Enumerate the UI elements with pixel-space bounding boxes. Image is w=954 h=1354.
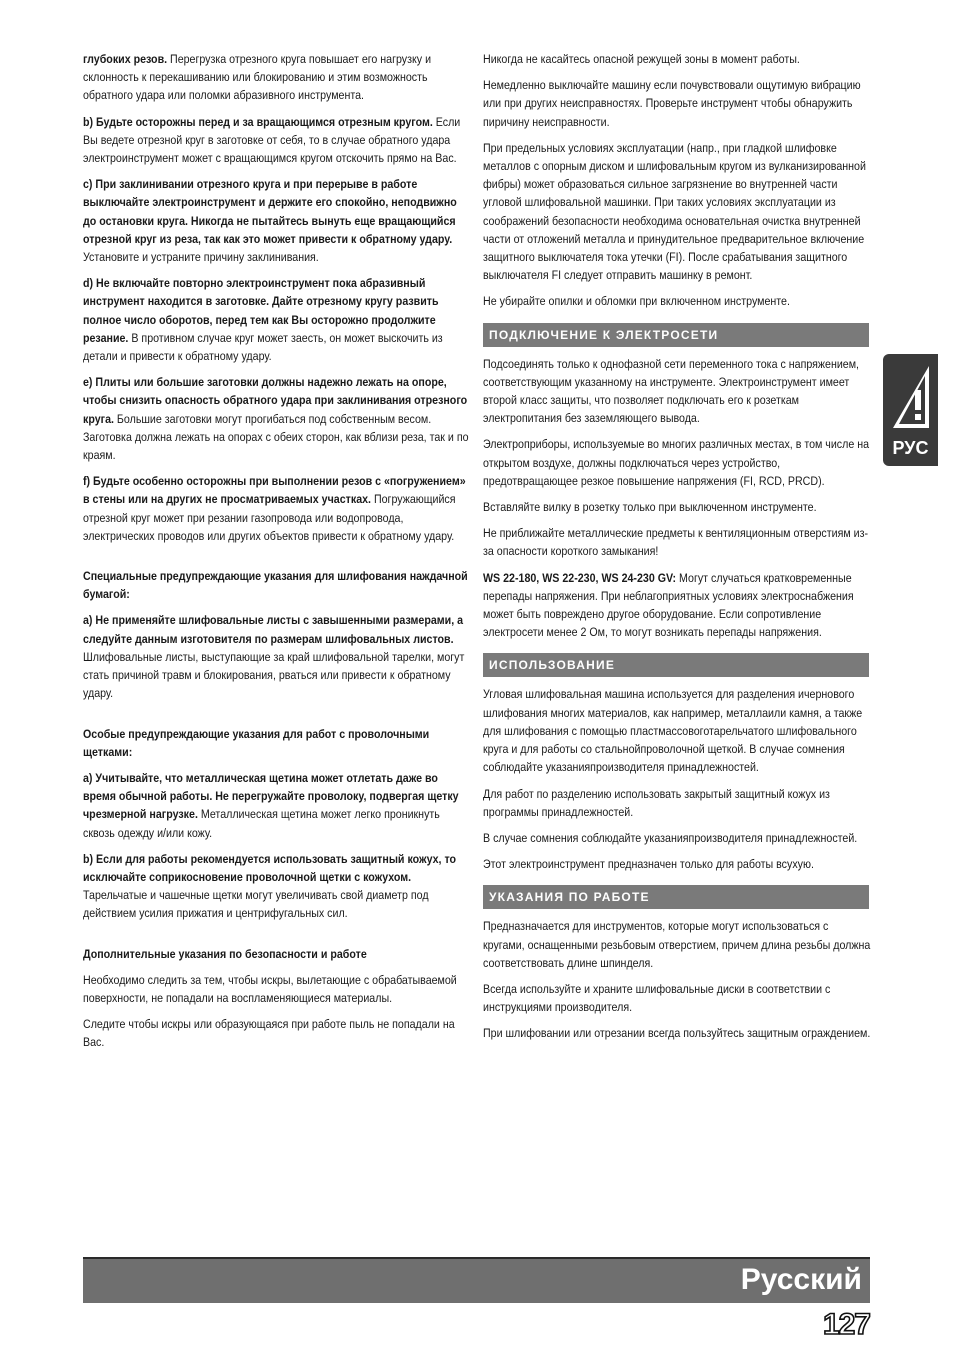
page-number: 127 <box>822 1308 870 1341</box>
paragraph <box>83 611 472 702</box>
body-text: Металлическая щетина может легко проникнуть сквозь одежду и/или кожу. <box>83 807 440 840</box>
bold-lead: глубоких резов. <box>83 52 168 66</box>
section-header-work <box>483 885 869 909</box>
paragraph: Электроприборы, используемые во многих различных местах, в том числе на открытом воздухе, должны подключаться через устройство, предотвращающее резкое повышение напряжения (FI, RCD, PRCD). <box>483 437 870 488</box>
paragraph: Для работ по разделению использовать закрытый защитный кожух из программы принадлежностей. <box>483 786 830 819</box>
bold-lead: WS 22-180, WS 22-230, WS 24-230 GV: <box>483 570 677 585</box>
paragraph <box>83 472 472 545</box>
paragraph: Никогда не касайтесь опасной режущей зоны в момент работы. <box>483 52 800 66</box>
section-title: УКАЗАНИЯ ПО РАБОТЕ <box>489 890 650 905</box>
language-tab <box>883 354 938 466</box>
paragraph <box>83 373 472 464</box>
spacer <box>83 553 473 567</box>
paragraph: В случае сомнения соблюдайте указанияпроизводителя принадлежностей. <box>483 830 858 845</box>
footer-language: Русский <box>740 1263 862 1296</box>
paragraph: Немедленно выключайте машину если почувствовали ощутимую вибрацию или при других неисправностях. Проверьте инструмент чтобы обнаружить пиричину неисправности. <box>483 78 861 129</box>
paragraph: Подсоединять только к однофазной сети переменного тока с напряжением, соответствующим указанному на инструменте. Электроинструмент имеет второй класс защиты, что позволяет подключать его к розеткам электропитания без заземляющего вывода. <box>483 356 860 426</box>
paragraph: Не убирайте опилки и обломки при включенном инструменте. <box>483 294 790 309</box>
body-text: Могут случаться кратковременные перепады напряжения. При неблагоприятных условиях электроснабжения может быть повреждено другое оборудование. Если сопротивление электросети менее 2 Ом, то могут возникать перепады напряжения. <box>483 570 854 640</box>
footer-bar <box>83 1257 870 1303</box>
paragraph <box>83 50 472 105</box>
section-header-power <box>483 323 869 347</box>
paragraph: Необходимо следить за тем, чтобы искры, вылетающие с обрабатываемой поверхности, не попадали на воспламеняющиеся материалы. <box>83 972 457 1005</box>
paragraph: Угловая шлифовальная машина используется для разделения ичернового шлифования многих материалов, как например, металлаили камня, а также для шлифования с помощью пластмассовоготарельчатого шлифовального круга и для работы со стальнойпроволочной щеткой. В случае сомнения соблюдайте указанияпроизводителя принадлежностей. <box>483 687 863 775</box>
paragraph <box>83 274 472 365</box>
spacer <box>83 711 473 725</box>
subheading: Специальные предупреждающие указания для шлифования наждачной бумагой: <box>83 569 468 602</box>
body-text: Если Вы ведете отрезной круг в заготовке от себя, то в случае обратного удара электроинструмент может с вращающимся кругом отскочить прямо на Вас. <box>83 114 461 166</box>
bold-lead: c) При заклинивании отрезного круга и при перерыве в работе выключайте электроинструмент и держите его спокойно, неподвижно до остановки круга. Никогда не пытайтесь вынуть еще вращающийся отрезной круг из реза, так как это может привести к обратному удару. <box>83 177 457 246</box>
bold-lead: d) Не включайте повторно электроинструмент пока абразивный инструмент находится в заготовке. Дайте отрезному кругу развить полное число оборотов, перед тем как Вы осторожно продолжите резание. <box>83 276 439 345</box>
body-text: Установите и устраните причину заклинивания. <box>83 250 319 265</box>
bold-lead: a) Не применяйте шлифовальные листы с завышенными размерами, а следуйте данным изготовителя по размерам шлифовальных листов. <box>83 613 464 646</box>
body-text: В противном случае круг может заесть, он может выскочить из детали и привести к обратному удару. <box>83 330 443 364</box>
paragraph: Всегда используйте и храните шлифовальные диски в соответствии с инструкциями производителя. <box>483 981 831 1015</box>
subheading: Особые предупреждающие указания для работ с проволочными щетками: <box>83 726 430 759</box>
paragraph <box>83 850 472 923</box>
bold-lead: b) Если для работы рекомендуется использовать защитный кожух, то исключайте соприкосновение проволочной щетки с кожухом. <box>83 851 457 884</box>
section-header-usage <box>483 653 869 677</box>
section-title: ИСПОЛЬЗОВАНИЕ <box>489 658 616 673</box>
right-column <box>483 50 873 1051</box>
body-text: Перегрузка отрезного круга повышает его нагрузку и склонность к перекашиванию или блокированию и этим возможность обратного удара или поломки абразивного инструмента. <box>83 52 432 103</box>
paragraph: Вставляйте вилку в розетку только при выключенном инструменте. <box>483 500 817 515</box>
subheading: Дополнительные указания по безопасности и работе <box>83 946 367 961</box>
bold-lead: e) Плиты или большие заготовки должны надежно лежать на опоре, чтобы снизить опасность обратного удара при заклинивания отрезного круга. <box>83 375 468 426</box>
paragraph: Не приближайте металлические предметы к вентиляционным отверстиям из-за опасности короткого замыкания! <box>483 526 869 559</box>
section-title: ПОДКЛЮЧЕНИЕ К ЭЛЕКТРОСЕТИ <box>489 327 719 342</box>
paragraph: Следите чтобы искры или образующаяся при работе пыль не попадали на Вас. <box>83 1017 455 1050</box>
body-text: Шлифовальные листы, выступающие за край шлифовальной тарелки, могут стать причиной травм и блокирования, рваться или привести к обратному удару. <box>83 649 465 701</box>
paragraph: Предназначается для инструментов, которые могут использоваться с кругами, оснащенными резьбовым отверстием, причем длина резьбы должна соответствовать длине шпинделя. <box>483 919 871 970</box>
warning-icon <box>889 364 933 430</box>
paragraph: При шлифовании или отрезании всегда пользуйтесь защитным ограждением. <box>483 1026 871 1041</box>
paragraph <box>83 769 472 842</box>
paragraph: Этот электроинструмент предназначен только для работы всухую. <box>483 857 814 872</box>
bold-lead: f) Будьте особенно осторожны при выполнении резов с «погружением» в стены или на других не просматриваемых участках. <box>83 474 466 507</box>
left-column <box>83 50 473 1060</box>
paragraph <box>83 175 472 266</box>
language-label: РУС <box>892 438 929 458</box>
bold-lead: a) Учитывайте, что металлическая щетина может отлетать даже во время обычной работы. Не перегружайте проволоку, подвергая щетку чрезмерной нагрузке. <box>83 770 459 822</box>
paragraph: При предельных условиях эксплуатации (напр., при гладкой шлифовке металлов с опорным диском и шлифовальным кругом из вулканизированной фибры) может образоваться сильное загрязнение во внутренней части угловой шлифовальной машинки. При таких условиях эксплуатации из соображений безопасности необходима основательная очистка внутренней части от отложений металла и принудительное предварительное включение защитного выключателя тока утечки (FI). После срабатывания защитного выключателя FI следует отправить машинку в ремонт. <box>483 140 866 283</box>
paragraph <box>83 113 472 168</box>
paragraph <box>483 569 872 642</box>
bold-lead: b) Будьте осторожны перед и за вращающимся отрезным кругом. <box>83 114 433 129</box>
body-text: Тарельчатые и чашечные щетки могут увеличивать свой диаметр под действием усилия прижатия и центрифугальных сил. <box>83 888 429 921</box>
spacer <box>83 931 473 945</box>
body-text: Большие заготовки могут прогибаться под собственным весом. Заготовка должна лежать на опорах с обеих сторон, как вблизи реза, так и по краям. <box>83 411 469 463</box>
body-text: Погружающийся отрезной круг может при резании газопровода или водопровода, электрических проводов или других объектов привести к обратному удару. <box>83 492 456 543</box>
